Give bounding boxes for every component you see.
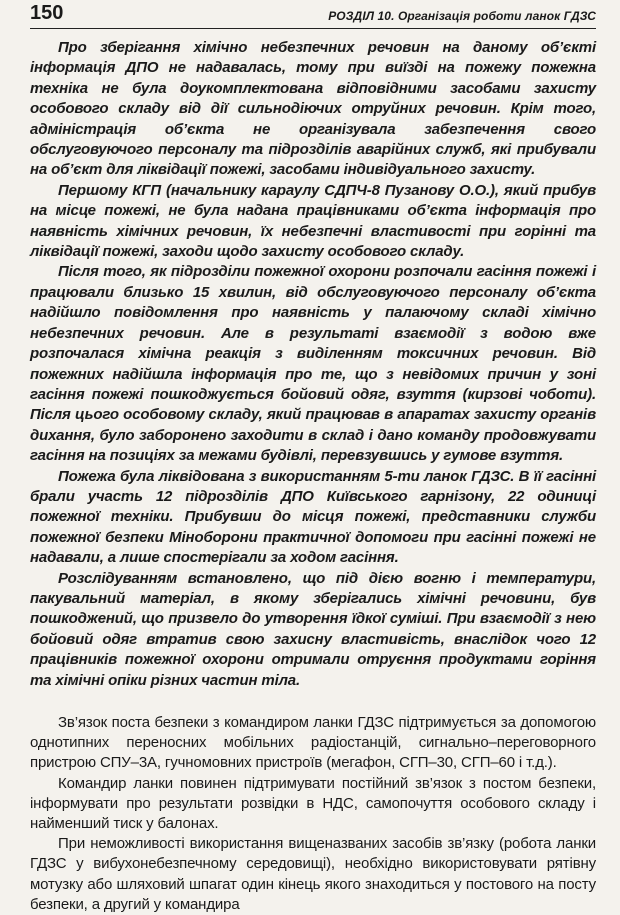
paragraph-investigation: Розслідуванням встановлено, що під дією вогню і температури, пакувальний матеріал, в якому зберігались хімічні речовини, був пошкоджений, що призвело до утворення їдкої суміші. При взаємодії з нею бойовий одяг втратив свою захисну властивість, внаслідок чого 12 працівників пожежної охорони отримали отруєння продуктами горіння та хімічні опіки різних частин тіла.: [30, 569, 596, 689]
section-gap: [30, 691, 596, 713]
paragraph-storage-info: Про зберігання хімічно небезпечних речовин на даному об’єкті інформація ДПО не надавалась, тому при виїзді на пожежу пожежна техніка не була доукомплектована відповідними засобами захисту особового складу від дії сильнодіючих отруйних речовин. Крім того, адміністрація об’єкта не організувала забезпечення свого обслуговуючого персоналу та підрозділів аварійних служб, які прибували на об’єкт для ліквідації пожежі, засобами індивідуального захисту.: [30, 39, 596, 179]
paragraph-communication: Зв’язок поста безпеки з командиром ланки ГДЗС підтримується за допомогою однотипних переносних мобільних радіостанцій, сигнально–переговорного пристрою СПУ–3А, гучномовних пристроїв (мегафон, СГП–30, СГП–60 і т.д.).: [30, 714, 596, 772]
paragraph-fire-liquidated: Пожежа була ліквідована з використанням 5-ти ланок ГДЗС. В її гасінні брали участь 12 підрозділів ДПО Київського гарнізону, 22 одиниці пожежної техніки. Прибувши до місця пожежі, представники служби пожежної безпеки Міноборони практичної допомоги при гасінні пожежі не надавали, а лише спостерігали за ходом гасіння.: [30, 467, 596, 567]
running-header: [30, 2, 596, 29]
paragraph-rescue-rope: При неможливості використання вищеназваних засобів зв’язку (робота ланки ГДЗС у вибухонебезпечному середовищі), необхідно використовувати рятівну мотузку або шляховий шпагат один кінець якого знаходиться у постового на посту безпеки, а другий у командира: [30, 835, 596, 913]
chapter-title: РОЗДІЛ 10. Організація роботи ланок ГДЗС: [328, 9, 596, 23]
page-body: [30, 38, 596, 915]
paragraph-commander-duty: Командир ланки повинен підтримувати постійний зв’язок з постом безпеки, інформувати про результати розвідки в НДС, самопочуття особового складу і найменший тиск у балонах.: [30, 774, 596, 833]
paragraph-chemical-reaction: Після того, як підрозділи пожежної охорони розпочали гасіння пожежі і працювали близько 15 хвилин, від обслуговуючого персоналу об’єкта надійшло повідомлення про наявність у палаючому складі хімічно небезпечних речовин. Але в результаті взаємодії з водою вже розпочалася хімічна реакція з виділенням токсичних речовин. Від пожежних надійшла інформація про те, що з невідомих причин у зоні гасіння пожежі пошкоджується бойовий одяг, взуття (кирзові чоботи). Після цього особовому складу, який працював в апаратах захисту органів дихання, було заборонено заходити в склад і дано команду продовжувати гасіння на позиціях за межами будівлі, перевзувшись у гумове взуття.: [30, 263, 596, 465]
page-number: 150: [30, 2, 64, 24]
paragraph-first-commander: Першому КГП (начальнику караулу СДПЧ-8 Пузанову О.О.), який прибув на місце пожежі, не була надана працівниками об’єкта інформація про наявність хімічних речовин, їх небезпечні властивості при горінні та ліквідації пожежі, заходи щодо захисту особового складу.: [30, 181, 596, 261]
